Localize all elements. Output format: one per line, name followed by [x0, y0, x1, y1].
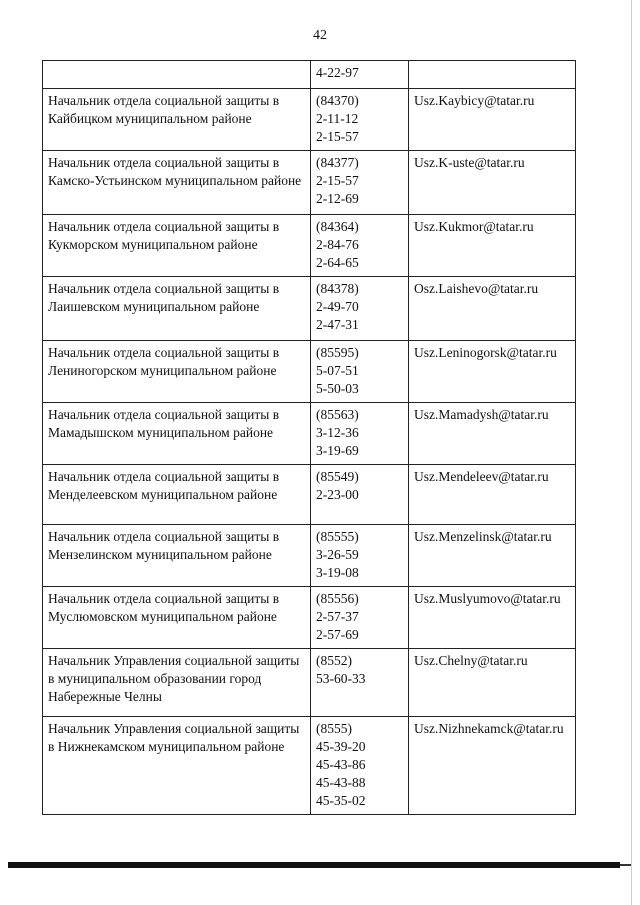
phone-cell — [311, 151, 409, 215]
table-row — [43, 587, 576, 649]
email-cell — [409, 587, 576, 649]
email-address: Usz.Nizhnekamck@tatar.ru — [414, 721, 564, 736]
phone-number: 2-57-37 — [316, 609, 359, 624]
phone-number: 45-43-86 — [316, 757, 366, 772]
position-title-cell — [43, 717, 311, 815]
contacts-table — [42, 60, 576, 815]
phone-area-code: (85563) — [316, 407, 359, 422]
phone-number: 2-47-31 — [316, 317, 359, 332]
phone-number: 2-12-69 — [316, 191, 359, 206]
email-address: Usz.K-uste@tatar.ru — [414, 155, 525, 170]
position-title-cell — [43, 89, 311, 151]
phone-number: 2-64-65 — [316, 255, 359, 270]
phone-area-code: (84364) — [316, 219, 359, 234]
position-title-cell — [43, 215, 311, 277]
email-address: Usz.Mendeleev@tatar.ru — [414, 469, 549, 484]
phone-cell — [311, 89, 409, 151]
position-title: Начальник отдела социальной защиты в Менделеевском муниципальном районе — [48, 469, 280, 502]
email-cell — [409, 61, 576, 89]
phone-cell — [311, 403, 409, 465]
scan-edge-line — [631, 0, 632, 905]
phone-area-code: (85549) — [316, 469, 359, 484]
position-title: Начальник отдела социальной защиты в Мамадышском муниципальном районе — [48, 407, 280, 440]
phone-cell — [311, 277, 409, 341]
phone-cell — [311, 61, 409, 89]
scan-bottom-bar — [8, 862, 620, 868]
table-row — [43, 277, 576, 341]
email-address: Osz.Laishevo@tatar.ru — [414, 281, 539, 296]
phone-area-code: (8555) — [316, 721, 352, 736]
email-address: Usz.Kukmor@tatar.ru — [414, 219, 534, 234]
position-title: Начальник Управления социальной защиты в Нижнекамском муниципальном районе — [48, 721, 300, 754]
email-cell — [409, 465, 576, 525]
position-title-cell — [43, 341, 311, 403]
position-title: Начальник отдела социальной защиты в Камско-Устьинском муниципальном районе — [48, 155, 302, 188]
phone-number: 53-60-33 — [316, 671, 366, 686]
position-title: Начальник отдела социальной защиты в Кайбицком муниципальном районе — [48, 93, 280, 126]
phone-area-code: (85595) — [316, 345, 359, 360]
position-title-cell — [43, 403, 311, 465]
email-cell — [409, 403, 576, 465]
table-row — [43, 341, 576, 403]
email-cell — [409, 89, 576, 151]
table-row — [43, 403, 576, 465]
email-address: Usz.Mamadysh@tatar.ru — [414, 407, 549, 422]
phone-number: 2-11-12 — [316, 111, 359, 126]
table-row — [43, 465, 576, 525]
phone-area-code: (84377) — [316, 155, 359, 170]
page-number: 42 — [313, 28, 327, 43]
phone-area-code: (84378) — [316, 281, 359, 296]
phone-number: 3-19-69 — [316, 443, 359, 458]
email-address: Usz.Muslyumovo@tatar.ru — [414, 591, 561, 606]
position-title-cell — [43, 61, 311, 89]
phone-cell — [311, 649, 409, 717]
phone-cell — [311, 465, 409, 525]
email-cell — [409, 151, 576, 215]
position-title: Начальник отдела социальной защиты в Лениногорском муниципальном районе — [48, 345, 280, 378]
position-title-cell — [43, 525, 311, 587]
phone-number: 2-15-57 — [316, 129, 359, 144]
phone-number: 2-23-00 — [316, 487, 359, 502]
email-cell — [409, 215, 576, 277]
position-title-cell — [43, 465, 311, 525]
phone-number: 2-57-69 — [316, 627, 359, 642]
position-title-cell — [43, 587, 311, 649]
email-cell — [409, 717, 576, 815]
table-row — [43, 89, 576, 151]
phone-area-code: (84370) — [316, 93, 359, 108]
table-row — [43, 525, 576, 587]
position-title-cell — [43, 277, 311, 341]
email-cell — [409, 277, 576, 341]
phone-number: 5-07-51 — [316, 363, 359, 378]
position-title-cell — [43, 649, 311, 717]
position-title: Начальник отдела социальной защиты в Мензелинском муниципальном районе — [48, 529, 280, 562]
phone-number: 4-22-97 — [316, 65, 359, 80]
table-row — [43, 61, 576, 89]
phone-number: 45-43-88 — [316, 775, 366, 790]
table-row — [43, 215, 576, 277]
phone-number: 3-19-08 — [316, 565, 359, 580]
phone-cell — [311, 525, 409, 587]
phone-number: 5-50-03 — [316, 381, 359, 396]
position-title-cell — [43, 151, 311, 215]
phone-number: 2-84-76 — [316, 237, 359, 252]
position-title: Начальник отдела социальной защиты в Муслюмовском муниципальном районе — [48, 591, 280, 624]
position-title: Начальник отдела социальной защиты в Кукморском муниципальном районе — [48, 219, 280, 252]
table-row — [43, 717, 576, 815]
email-address: Usz.Kaybicy@tatar.ru — [414, 93, 535, 108]
phone-area-code: (85556) — [316, 591, 359, 606]
phone-area-code: (85555) — [316, 529, 359, 544]
position-title: Начальник Управления социальной защиты в муниципальном образовании город Набережные Челны — [48, 653, 300, 704]
email-cell — [409, 525, 576, 587]
phone-cell — [311, 717, 409, 815]
email-address: Usz.Leninogorsk@tatar.ru — [414, 345, 557, 360]
phone-number: 45-39-20 — [316, 739, 366, 754]
phone-area-code: (8552) — [316, 653, 352, 668]
phone-number: 3-12-36 — [316, 425, 359, 440]
email-cell — [409, 341, 576, 403]
table-row — [43, 151, 576, 215]
phone-cell — [311, 341, 409, 403]
email-cell — [409, 649, 576, 717]
phone-cell — [311, 215, 409, 277]
position-title: Начальник отдела социальной защиты в Лаишевском муниципальном районе — [48, 281, 280, 314]
phone-number: 3-26-59 — [316, 547, 359, 562]
table-row — [43, 649, 576, 717]
phone-cell — [311, 587, 409, 649]
email-address: Usz.Chelny@tatar.ru — [414, 653, 528, 668]
contacts-table-body — [43, 61, 576, 815]
email-address: Usz.Menzelinsk@tatar.ru — [414, 529, 552, 544]
phone-number: 2-15-57 — [316, 173, 359, 188]
phone-number: 45-35-02 — [316, 793, 366, 808]
phone-number: 2-49-70 — [316, 299, 359, 314]
